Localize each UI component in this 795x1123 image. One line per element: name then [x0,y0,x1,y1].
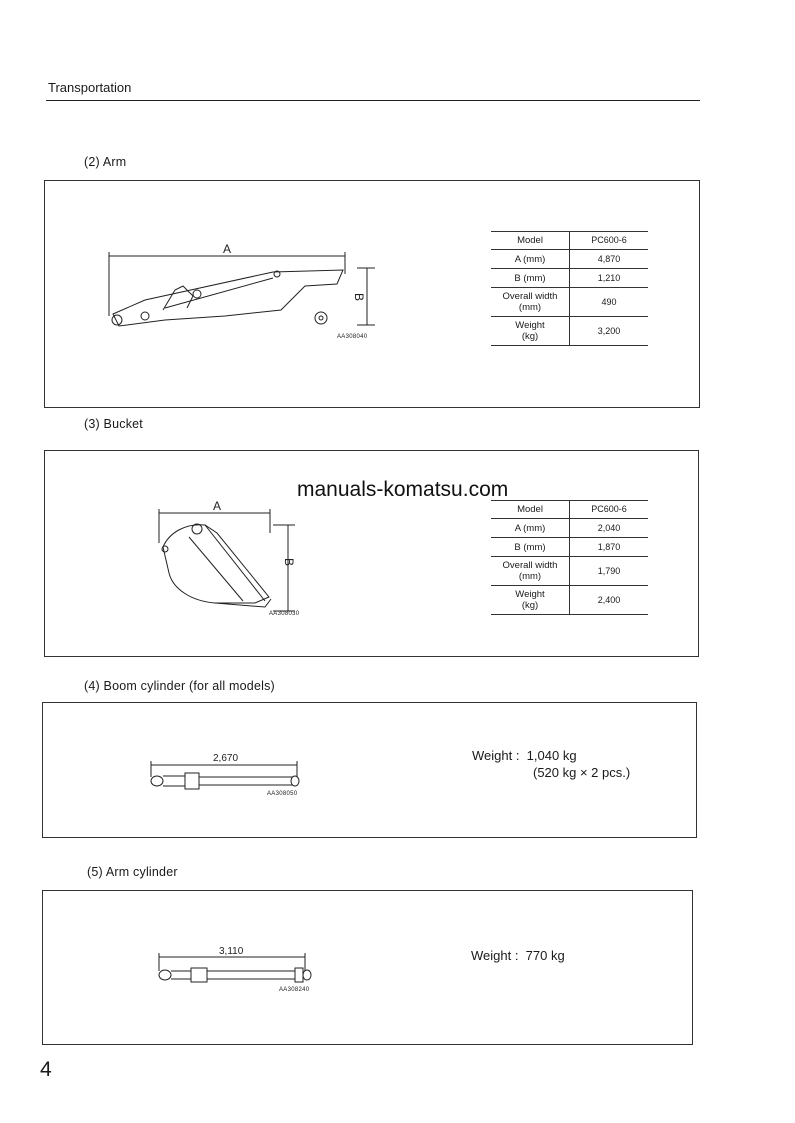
boom-cylinder-drawing [147,749,307,793]
bucket-table-header-row [491,501,648,519]
arm-cylinder-drawing [155,943,315,989]
arm-box [44,180,700,408]
bucket-figure-ref: AA308030 [269,611,300,617]
header-rule [46,100,700,101]
arm-table-head-model: Model [491,232,570,250]
bucket-table-head-model: Model [491,501,570,519]
arm-spec-table [491,231,648,346]
page-header-title: Transportation [48,80,132,95]
bucket-row-label: Weight (kg) [491,586,570,615]
bucket-spec-table [491,500,648,615]
bucket-row-label: Overall width (mm) [491,557,570,586]
arm-table-head-model-name: PC600-6 [570,232,649,250]
page-number: 4 [40,1058,52,1081]
arm-row-value: 3,200 [570,317,649,346]
boom-cylinder-figure-ref: AA308050 [267,791,298,797]
arm-dim-a-label: A [223,242,232,256]
arm-table-header-row [491,232,648,250]
boom-cylinder-section-title: (4) Boom cylinder (for all models) [84,679,275,693]
bucket-row-value: 1,790 [570,557,649,586]
bucket-table-head-model-name: PC600-6 [570,501,649,519]
arm-cylinder-box [42,890,693,1045]
arm-row-value: 4,870 [570,250,649,269]
arm-section-title: (2) Arm [84,155,127,169]
bucket-table-row [491,538,648,557]
boom-cylinder-dim-label: 2,670 [213,753,239,764]
arm-table-row [491,317,648,346]
arm-cylinder-figure-ref: AA308240 [279,987,310,993]
bucket-row-label: A (mm) [491,519,570,538]
arm-table-row [491,288,648,317]
bucket-row-value: 2,040 [570,519,649,538]
arm-row-label: Overall width (mm) [491,288,570,317]
bucket-row-value: 2,400 [570,586,649,615]
bucket-drawing [155,499,355,623]
bucket-table-row [491,519,648,538]
arm-row-value: 1,210 [570,269,649,288]
arm-table-row [491,269,648,288]
boom-cylinder-box [42,702,697,838]
arm-table-row [491,250,648,269]
watermark-text: manuals-komatsu.com [297,478,509,501]
arm-row-label: B (mm) [491,269,570,288]
boom-cylinder-weight-note: (520 kg × 2 pcs.) [533,765,631,780]
bucket-row-label: B (mm) [491,538,570,557]
bucket-table-row [491,557,648,586]
bucket-section-title: (3) Bucket [84,417,143,431]
arm-cylinder-weight: Weight : 770 kg [471,948,565,963]
boom-cylinder-weight: Weight : 1,040 kg [472,748,577,763]
arm-row-value: 490 [570,288,649,317]
bucket-table-row [491,586,648,615]
arm-dim-b-label: B [352,293,366,302]
arm-figure-ref: AA308040 [337,334,368,340]
arm-drawing [105,236,385,336]
bucket-dim-a-label: A [213,499,222,513]
arm-cylinder-section-title: (5) Arm cylinder [87,865,178,879]
arm-cylinder-dim-label: 3,110 [219,946,244,957]
arm-row-label: Weight (kg) [491,317,570,346]
bucket-row-value: 1,870 [570,538,649,557]
bucket-dim-b-label: B [282,558,296,567]
arm-row-label: A (mm) [491,250,570,269]
